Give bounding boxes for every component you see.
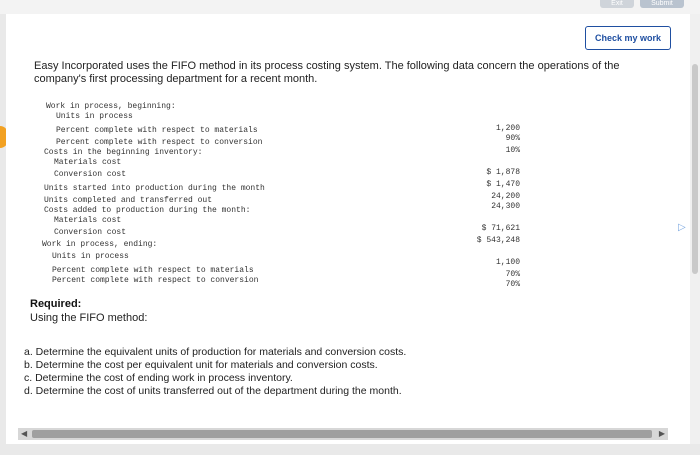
vertical-scroll-thumb[interactable] xyxy=(692,64,698,274)
value-beginning-conversion-cost: $ 1,470 xyxy=(486,180,520,189)
data-line-materials-cost-added: Materials cost xyxy=(54,216,122,225)
value-materials-cost-added: $ 71,621 xyxy=(481,224,520,233)
required-heading: Required: xyxy=(30,298,82,310)
caret-right-icon: ▷ xyxy=(678,222,686,233)
problem-intro: Easy Incorporated uses the FIFO method in its process costing system. The following data concern the operations of the company's first processing department for a recent month. xyxy=(34,60,620,85)
value-beginning-materials-cost: $ 1,878 xyxy=(486,168,520,177)
data-line-units-completed: Units completed and transferred out xyxy=(44,196,213,205)
data-line-units-started: Units started into production during the month xyxy=(44,184,265,193)
question-a: a. Determine the equivalent units of production for materials and conversion costs. xyxy=(24,346,407,358)
vertical-scrollbar[interactable] xyxy=(690,14,700,444)
data-line-costs-beginning: Costs in the beginning inventory: xyxy=(44,148,203,157)
value-ending-units: 1,100 xyxy=(495,258,520,267)
data-line-pct-conversion: Percent complete with respect to conversion xyxy=(56,138,263,147)
arrow-left-icon[interactable]: ◀ xyxy=(21,429,28,438)
check-my-work-button[interactable]: Check my work xyxy=(585,26,671,50)
value-conversion-cost-added: $ 543,248 xyxy=(476,236,520,245)
data-line-ending-pct-conversion: Percent complete with respect to conversion xyxy=(52,276,259,285)
value-ending-pct-materials: 70% xyxy=(505,270,520,279)
value-ending-pct-conversion: 70% xyxy=(505,280,520,289)
value-beginning-pct-conversion: 10% xyxy=(505,146,520,155)
data-line-ending-units: Units in process xyxy=(52,252,129,261)
submit-button[interactable]: Submit xyxy=(640,0,684,8)
data-line-pct-materials: Percent complete with respect to materials xyxy=(56,126,258,135)
data-line-units-in-process: Units in process xyxy=(56,112,133,121)
scroll-thumb[interactable] xyxy=(32,430,652,438)
data-line-ending-pct-materials: Percent complete with respect to materials xyxy=(52,266,254,275)
question-d: d. Determine the cost of units transferred out of the department during the month. xyxy=(24,385,402,397)
value-beginning-units: 1,200 xyxy=(495,124,520,133)
question-b: b. Determine the cost per equivalent unit for materials and conversion costs. xyxy=(24,359,378,371)
data-line-wip-beginning: Work in process, beginning: xyxy=(46,102,176,111)
value-units-completed: 24,300 xyxy=(491,202,520,211)
horizontal-scrollbar[interactable] xyxy=(18,428,668,440)
exit-button[interactable]: Exit xyxy=(600,0,634,8)
value-beginning-pct-materials: 90% xyxy=(505,134,520,143)
top-bar xyxy=(0,0,700,14)
required-subtitle: Using the FIFO method: xyxy=(30,312,148,324)
data-line-materials-cost: Materials cost xyxy=(54,158,122,167)
data-line-conversion-cost-added: Conversion cost xyxy=(54,228,127,237)
arrow-right-icon[interactable]: ▶ xyxy=(658,429,665,438)
question-c: c. Determine the cost of ending work in process inventory. xyxy=(24,372,293,384)
data-line-conversion-cost: Conversion cost xyxy=(54,170,127,179)
value-units-started: 24,200 xyxy=(491,192,520,201)
data-line-wip-ending: Work in process, ending: xyxy=(42,240,158,249)
data-line-costs-added: Costs added to production during the month: xyxy=(44,206,251,215)
